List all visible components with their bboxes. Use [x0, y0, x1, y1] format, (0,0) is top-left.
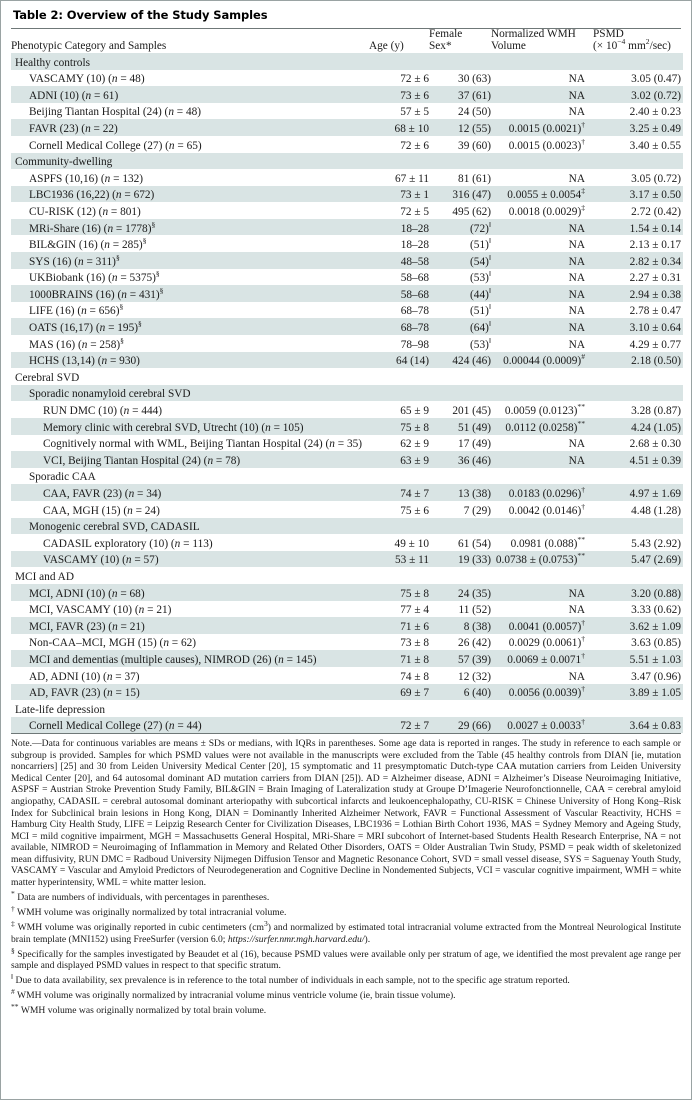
age-value	[369, 567, 429, 584]
sample-label: LBC1936 (16,22) (n = 672)	[11, 186, 369, 203]
table-row	[11, 186, 683, 203]
psmd-value	[593, 700, 683, 717]
female-sex-value	[429, 518, 491, 535]
table-row	[11, 667, 683, 684]
wmh-volume-value: 0.0015 (0.0023)†	[508, 136, 585, 152]
age-value: 57 ± 5	[400, 106, 429, 119]
footnote-section: § Specifically for the samples investigated by Beaudet et al (16), because PSMD values were available only per stratum of age, we identified the most prevalent age range per sample and displayed PSMD values in respect to that specific stratum.	[11, 945, 681, 972]
female-sex-value: 424 (46)	[429, 352, 491, 369]
psmd-value: 2.40 ± 0.23	[629, 106, 681, 119]
psmd-value: 2.82 ± 0.34	[593, 252, 683, 269]
psmd-value: 3.63 (0.85)	[631, 637, 681, 650]
psmd-value	[593, 385, 683, 402]
psmd-value: 3.33 (0.62)	[631, 604, 681, 617]
group-label: Sporadic CAA	[29, 471, 96, 484]
psmd-value: 2.18 (0.50)	[593, 352, 683, 369]
female-sex-value: 37 (61)	[429, 86, 491, 103]
age-value	[369, 700, 429, 717]
psmd-value: 4.48 (1.28)	[631, 504, 681, 517]
sample-label: SYS (16) (n = 311)§	[11, 252, 369, 269]
psmd-value	[593, 368, 683, 385]
age-value: 73 ± 8	[400, 637, 429, 650]
table-row	[11, 584, 683, 601]
wmh-volume-value: NA	[568, 239, 585, 252]
psmd-value: 2.94 ± 0.38	[593, 285, 683, 302]
wmh-volume-value: 0.0042 (0.0146)†	[508, 501, 585, 517]
psmd-value: 2.78 ± 0.47	[629, 305, 681, 318]
table-row	[11, 103, 683, 120]
table-row	[11, 650, 683, 667]
female-sex-value: 30 (63)	[458, 73, 491, 86]
table-group-row	[11, 518, 683, 535]
header-female-sex: Female Sex*	[429, 28, 463, 52]
female-sex-value: 12 (32)	[458, 670, 491, 683]
sample-label: CADASIL exploratory (10) (n = 113)	[43, 537, 213, 550]
wmh-volume-value: NA	[568, 338, 585, 351]
table-row	[11, 418, 683, 435]
female-sex-value: (51)‖	[470, 236, 491, 252]
female-sex-value: (53)‖	[470, 269, 491, 285]
table-notes	[11, 738, 681, 1017]
sample-label: MCI, ADNI (10) (n = 68)	[11, 584, 369, 601]
superscript-three: 3	[263, 918, 268, 928]
table-row	[11, 86, 683, 103]
sample-label: AD, ADNI (10) (n = 37)	[29, 670, 140, 683]
surfer-url[interactable]: https://surfer.nmr.mgh.harvard.edu/	[227, 933, 365, 945]
wmh-volume-value: 0.0015 (0.0021)†	[491, 119, 593, 136]
sample-label: CAA, MGH (15) (n = 24)	[43, 504, 160, 517]
sample-label: RUN DMC (10) (n = 444)	[43, 405, 163, 418]
psmd-value: 1.54 ± 0.14	[593, 219, 683, 236]
wmh-volume-value: NA	[491, 252, 593, 269]
wmh-volume-value: NA	[568, 670, 585, 683]
age-value: 75 ± 8	[369, 418, 429, 435]
psmd-value: 5.47 (2.69)	[593, 551, 683, 568]
psmd-value	[593, 518, 683, 535]
table-row	[11, 302, 683, 319]
age-value	[369, 468, 429, 485]
table-row	[11, 352, 683, 369]
female-sex-value: 24 (50)	[458, 106, 491, 119]
female-sex-value: 7 (29)	[463, 504, 491, 517]
psmd-value	[593, 468, 683, 485]
wmh-volume-value: 0.0055 ± 0.0054‡	[491, 186, 593, 203]
group-label: MCI and AD	[15, 570, 74, 583]
female-sex-value: 316 (47)	[429, 186, 491, 203]
wmh-volume-value	[491, 468, 593, 485]
table-group-row	[11, 468, 683, 485]
group-label: Cerebral SVD	[15, 371, 80, 384]
footnote-dagger: † WMH volume was originally normalized by total intracranial volume.	[11, 903, 287, 918]
age-value: 58–68	[400, 272, 429, 285]
wmh-volume-value: NA	[491, 219, 593, 236]
female-sex-value	[429, 153, 491, 170]
wmh-volume-value: NA	[491, 285, 593, 302]
sample-label: MCI, FAVR (23) (n = 21)	[11, 617, 369, 634]
female-sex-value: (44)‖	[429, 285, 491, 302]
table-row	[11, 551, 683, 568]
female-sex-value: 13 (38)	[429, 484, 491, 501]
table-row	[11, 534, 683, 551]
female-sex-value	[429, 53, 491, 70]
table-group-row	[11, 385, 683, 402]
header-row	[11, 29, 683, 53]
note-main: Note.—Data for continuous variables are means ± SDs or medians, with IQRs in parentheses. Some age data is reported in ranges. The study in reference to each sample or subgroup is provided. Samples for which PSMD values were not available in the manuscripts were excluded from the Table (45 healthy controls from DIAN [ie, mutation noncarriers] [25] and 30 from Leiden University Medical Center [20], 15 symptomatic and 11 presymptomatic Dutch-type CAA mutation carriers from Leiden University Medical Center [20], and 64 autosomal dominant AD mutation carriers from DIAN [25]). AD = Alzheimer disease, ADNI = Alzheimer’s Disease Neuroimaging Initiative, ASPSF = Austrian Stroke Prevention Study Family, BIL&GIN = Brain Imaging of Lateralization study at Groupe D’Imagerie Neurofonctionnelle, CAA = cerebral amyloid angiopathy, CADASIL = cerebral autosomal dominant arteriopathy with subcortical infarcts and leukoencephalopathy, CU-RISK = Chinese University of Hong Kong–Risk Index for Subclinical brain lesions in Hong Kong, DIAN = Dominantly Inherited Alzheimer Network, FAVR = Functional Assessment of Vascular Reactivity, HCHS = Hamburg City Health Study, LIFE = Leipzig Research Center for Civilization Diseases, LBC1936 = Lothian Birth Cohort 1936, MAS = Sydney Memory and Ageing Study, MCI = mild cognitive impairment, MGH = Massachusetts General Hospital, MRi-Share = MRI subcohort of Internet-based Students Health Research Enterprise, NA = not available, NIMROD = Neuroimaging of Inflammation in Memory and Related Other Disorders, OATS = Older Australian Twin Study, PSMD = peak width of skeletonized mean diffusivity, RUN DMC = Radboud University Nijmegen Diffusion Tensor and Magnetic Resonance Cohort, SVD = small vessel disease, SYS = Saguenay Youth Study, VASCAMY = Vascular and Amyloid Predictors of Neurodegeneration and Cognitive Decline in Nondemented Subjects, VCI = vascular cognitive impairment, WMH = white matter hyperintensity, WML = white matter lesion.	[11, 738, 681, 888]
female-sex-value: (72)‖	[429, 219, 491, 236]
sample-label: HCHS (13,14) (n = 930)	[11, 352, 369, 369]
age-value: 58–68	[369, 285, 429, 302]
table-row	[11, 235, 683, 252]
age-value: 48–58	[369, 252, 429, 269]
age-value	[369, 368, 429, 385]
table-row	[11, 617, 683, 634]
group-label: Community-dwelling	[11, 153, 369, 170]
group-label: Monogenic cerebral SVD, CADASIL	[11, 518, 369, 535]
psmd-value	[593, 153, 683, 170]
wmh-volume-value: 0.0112 (0.0258)**	[491, 418, 593, 435]
sample-label: VASCAMY (10) (n = 57)	[11, 551, 369, 568]
psmd-value: 3.17 ± 0.50	[593, 186, 683, 203]
table-row	[11, 501, 683, 518]
wmh-volume-value	[491, 700, 593, 717]
age-value: 49 ± 10	[394, 537, 429, 550]
female-sex-value: (54)‖	[429, 252, 491, 269]
female-sex-value	[429, 385, 491, 402]
age-value: 75 ± 6	[400, 504, 429, 517]
wmh-volume-value: 0.0069 ± 0.0071†	[491, 650, 593, 667]
wmh-volume-value: 0.00044 (0.0009)#	[491, 352, 593, 369]
sample-label: Cornell Medical College (27) (n = 65)	[29, 139, 202, 152]
wmh-volume-value: 0.0027 ± 0.0033†	[491, 717, 593, 734]
female-sex-value: 24 (35)	[429, 584, 491, 601]
table-header	[11, 29, 683, 53]
table-row	[11, 484, 683, 501]
psmd-value	[593, 53, 683, 70]
table-row	[11, 318, 683, 335]
group-label: Healthy controls	[11, 53, 369, 70]
age-value: 74 ± 8	[400, 670, 429, 683]
age-value	[369, 53, 429, 70]
wmh-volume-value: NA	[568, 106, 585, 119]
wmh-volume-value: 0.0018 (0.0029)‡	[508, 203, 585, 218]
wmh-volume-value: 0.0029 (0.0061)†	[508, 634, 585, 650]
table-row	[11, 219, 683, 236]
wmh-volume-value: 0.0056 (0.0039)†	[491, 684, 593, 701]
sample-label: MAS (16) (n = 258)§	[29, 335, 124, 351]
psmd-value: 5.43 (2.92)	[631, 537, 681, 550]
sample-label: FAVR (23) (n = 22)	[11, 119, 369, 136]
header-normalized-wmh-volume: Normalized WMH Volume	[491, 28, 576, 52]
psmd-value: 2.27 ± 0.31	[629, 272, 681, 285]
wmh-volume-value: NA	[568, 438, 585, 451]
female-sex-value: 12 (55)	[429, 119, 491, 136]
sample-label: CU-RISK (12) (n = 801)	[29, 205, 141, 218]
female-sex-value	[429, 468, 491, 485]
female-sex-value: 39 (60)	[458, 139, 491, 152]
header-psmd-units: (× $10^{-4}$ $mm^2/\sec$)	[593, 37, 671, 52]
age-value: 74 ± 7	[369, 484, 429, 501]
age-value: 75 ± 8	[369, 584, 429, 601]
sample-label: Memory clinic with cerebral SVD, Utrecht (10) (n = 105)	[11, 418, 369, 435]
sample-label: BIL&GIN (16) (n = 285)§	[29, 236, 147, 252]
psmd-value: 2.13 ± 0.17	[629, 239, 681, 252]
age-value: 18–28	[369, 219, 429, 236]
study-samples-table	[11, 29, 683, 733]
female-sex-value: (64)‖	[429, 318, 491, 335]
sample-label: Non-CAA–MCI, MGH (15) (n = 62)	[29, 637, 197, 650]
sample-label: LIFE (16) (n = 656)§	[29, 302, 124, 318]
table-group-row	[11, 368, 683, 385]
age-value: 68 ± 10	[369, 119, 429, 136]
table-row	[11, 70, 683, 87]
psmd-value: 3.10 ± 0.64	[593, 318, 683, 335]
age-value: 72 ± 5	[400, 205, 429, 218]
female-sex-value: 17 (49)	[458, 438, 491, 451]
psmd-value: 3.62 ± 1.09	[593, 617, 683, 634]
table-row	[11, 601, 683, 618]
table-row	[11, 285, 683, 302]
female-sex-value: 495 (62)	[452, 205, 491, 218]
female-sex-value: (53)‖	[470, 335, 491, 351]
age-value: 77 ± 4	[400, 604, 429, 617]
female-sex-value: 19 (33)	[429, 551, 491, 568]
psmd-value: 4.29 ± 0.77	[629, 338, 681, 351]
footnote-double-dagger: ‡ WMH volume was originally reported in cubic centimeters $(cm^3)$ and normalized by estimated total intracranial volume extracted from the Montreal Neurological Institute brain template (MNI152) using FreeSurfer (version 6.0; https://surfer.nmr.mgh.harvard.edu/).	[11, 918, 681, 945]
age-value: 68–78	[369, 318, 429, 335]
female-sex-value: 36 (46)	[429, 451, 491, 468]
female-sex-value: 51 (49)	[429, 418, 491, 435]
sample-label: MCI, VASCAMY (10) (n = 21)	[29, 604, 172, 617]
age-value: 64 (14)	[369, 352, 429, 369]
age-value	[369, 153, 429, 170]
table-group-row	[11, 567, 683, 584]
table-group-row	[11, 153, 683, 170]
age-value: 53 ± 11	[369, 551, 429, 568]
table-group-row	[11, 53, 683, 70]
table-row	[11, 451, 683, 468]
wmh-volume-value: 0.0041 (0.0057)†	[491, 617, 593, 634]
sample-label: MRi-Share (16) (n = 1778)§	[11, 219, 369, 236]
sample-label: VASCAMY (10) (n = 48)	[29, 73, 145, 86]
sample-label: 1000BRAINS (16) (n = 431)§	[11, 285, 369, 302]
psmd-value: 3.02 (0.72)	[593, 86, 683, 103]
psmd-value: 3.40 ± 0.55	[629, 139, 681, 152]
age-value: 69 ± 7	[369, 684, 429, 701]
wmh-volume-value: 0.0183 (0.0296)†	[491, 484, 593, 501]
wmh-volume-value: NA	[491, 584, 593, 601]
female-sex-value: 6 (40)	[429, 684, 491, 701]
female-sex-value: (51)‖	[470, 302, 491, 318]
wmh-volume-value	[491, 567, 593, 584]
wmh-volume-value: 0.0738 ± (0.0753)**	[491, 551, 593, 568]
psmd-value: 4.97 ± 1.69	[593, 484, 683, 501]
female-sex-value: 57 (39)	[429, 650, 491, 667]
psmd-value: 5.51 ± 1.03	[593, 650, 683, 667]
female-sex-value: 29 (66)	[429, 717, 491, 734]
sample-label: OATS (16,17) (n = 195)§	[11, 318, 369, 335]
female-sex-value: 201 (45)	[452, 405, 491, 418]
wmh-volume-value: NA	[491, 86, 593, 103]
psmd-value: 3.20 (0.88)	[593, 584, 683, 601]
age-value: 63 ± 9	[369, 451, 429, 468]
sample-label: MCI and dementias (multiple causes), NIMROD (26) (n = 145)	[11, 650, 369, 667]
footnote-double-asterisk: ** WMH volume was originally normalized by total brain volume.	[11, 1002, 267, 1017]
table-row	[11, 202, 683, 219]
age-value	[369, 385, 429, 402]
footnote-parallel: ‖ Due to data availability, sex prevalence is in reference to the total number of individuals in each sample, not to the specific age stratum reported.	[11, 971, 570, 987]
psmd-value: 4.51 ± 0.39	[593, 451, 683, 468]
table-body	[11, 53, 683, 733]
wmh-volume-value: NA	[568, 604, 585, 617]
wmh-volume-value: NA	[568, 272, 585, 285]
table-row	[11, 169, 683, 186]
sample-label: Beijing Tiantan Hospital (24) (n = 48)	[29, 106, 202, 119]
wmh-volume-value	[491, 153, 593, 170]
age-value: 71 ± 6	[369, 617, 429, 634]
psmd-value: 3.47 (0.96)	[631, 670, 681, 683]
sample-label: Cornell Medical College (27) (n = 44)	[11, 717, 369, 734]
age-value: 65 ± 9	[400, 405, 429, 418]
psmd-value: 2.72 (0.42)	[631, 205, 681, 218]
group-label: Late-life depression	[15, 703, 106, 716]
sample-label: UKBiobank (16) (n = 5375)§	[29, 269, 160, 285]
psmd-value: 3.64 ± 0.83	[593, 717, 683, 734]
rule-bottom	[11, 733, 681, 734]
age-value: 62 ± 9	[400, 438, 429, 451]
wmh-volume-value: NA	[568, 73, 585, 86]
female-sex-value: 8 (38)	[429, 617, 491, 634]
table-row	[11, 401, 683, 418]
psmd-value: 3.25 ± 0.49	[593, 119, 683, 136]
group-label: Sporadic nonamyloid cerebral SVD	[11, 385, 369, 402]
wmh-volume-value: NA	[491, 318, 593, 335]
table-row	[11, 717, 683, 734]
wmh-volume-value	[491, 518, 593, 535]
wmh-volume-value: NA	[568, 172, 585, 185]
table-row	[11, 335, 683, 352]
header-phenotypic-category: Phenotypic Category and Samples	[11, 29, 369, 53]
header-age: Age (y)	[369, 29, 429, 53]
age-value: 68–78	[400, 305, 429, 318]
female-sex-value: 61 (54)	[458, 537, 491, 550]
table-row	[11, 136, 683, 153]
sample-label: ADNI (10) (n = 61)	[11, 86, 369, 103]
sample-label: VCI, Beijing Tiantan Hospital (24) (n = 78)	[11, 451, 369, 468]
psmd-value: 3.05 (0.72)	[631, 172, 681, 185]
wmh-volume-value	[491, 368, 593, 385]
female-sex-value	[429, 700, 491, 717]
table-row	[11, 684, 683, 701]
wmh-volume-value	[491, 385, 593, 402]
table-row	[11, 252, 683, 269]
footnote-asterisk: * Data are numbers of individuals, with percentages in parentheses.	[11, 888, 270, 903]
age-value: 72 ± 6	[400, 73, 429, 86]
wmh-volume-value: NA	[568, 305, 585, 318]
wmh-volume-value: 0.0981 (0.088)**	[510, 535, 585, 550]
age-value	[369, 518, 429, 535]
table-row	[11, 634, 683, 651]
table-group-row	[11, 700, 683, 717]
age-value: 71 ± 8	[369, 650, 429, 667]
female-sex-value: 11 (52)	[458, 604, 491, 617]
sample-label: CAA, FAVR (23) (n = 34)	[11, 484, 369, 501]
psmd-value: 3.05 (0.47)	[631, 73, 681, 86]
age-value: 18–28	[400, 239, 429, 252]
table-title: Table 2: Overview of the Study Samples	[13, 8, 268, 22]
wmh-volume-value: NA	[491, 451, 593, 468]
sample-label: ASPFS (10,16) (n = 132)	[29, 172, 144, 185]
psmd-value: 2.68 ± 0.30	[629, 438, 681, 451]
wmh-volume-value: 0.0059 (0.0123)**	[504, 402, 585, 418]
footnote-hash: # WMH volume was originally normalized by intracranial volume minus ventricle volume (ie, brain tissue volume).	[11, 987, 456, 1002]
psmd-value: 3.28 (0.87)	[631, 405, 681, 418]
wmh-volume-value	[491, 53, 593, 70]
age-value: 67 ± 11	[394, 172, 429, 185]
psmd-value: 4.24 (1.05)	[593, 418, 683, 435]
age-value: 73 ± 6	[369, 86, 429, 103]
psmd-value	[593, 567, 683, 584]
age-value: 72 ± 6	[400, 139, 429, 152]
age-value: 78–98	[400, 338, 429, 351]
psmd-value: 3.89 ± 1.05	[593, 684, 683, 701]
female-sex-value	[429, 567, 491, 584]
female-sex-value	[429, 368, 491, 385]
sample-label: AD, FAVR (23) (n = 15)	[11, 684, 369, 701]
female-sex-value: 26 (42)	[458, 637, 491, 650]
female-sex-value: 81 (61)	[458, 172, 491, 185]
header-psmd: PSMD (× $10^{-4}$ $mm^2/\sec$)	[593, 29, 683, 53]
age-value: 73 ± 1	[369, 186, 429, 203]
table-row	[11, 435, 683, 452]
table-row	[11, 269, 683, 286]
sample-label: Cognitively normal with WML, Beijing Tiantan Hospital (24) (n = 35)	[43, 438, 363, 451]
age-value: 72 ± 7	[369, 717, 429, 734]
table-row	[11, 119, 683, 136]
